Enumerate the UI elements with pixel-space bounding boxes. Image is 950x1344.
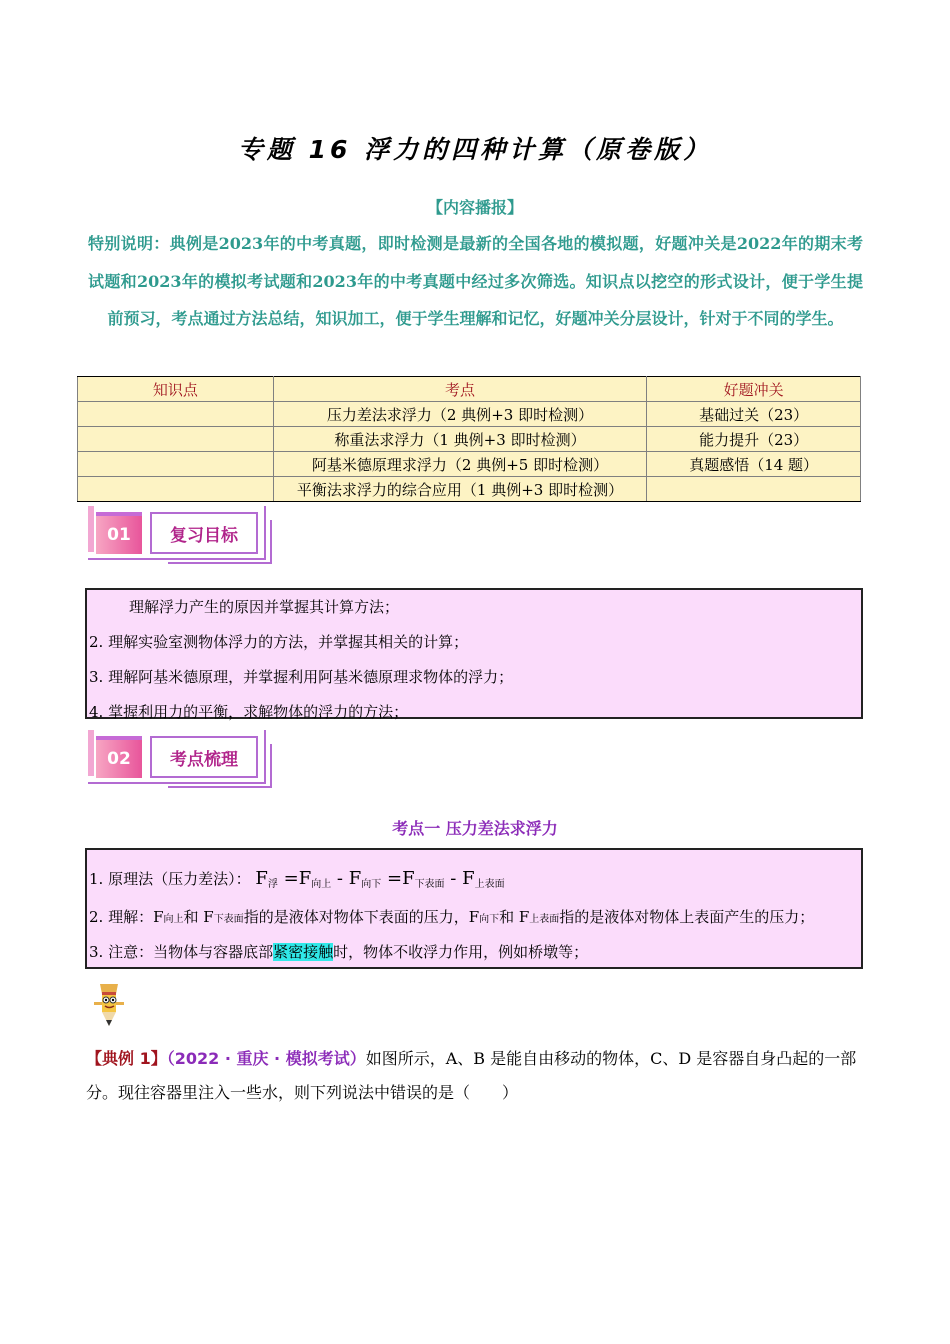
section-number: 02 [96, 736, 142, 778]
table-header: 好题冲关 [647, 377, 861, 402]
table-cell [78, 427, 274, 452]
table-cell: 真题感悟（14 题） [647, 452, 861, 477]
table-cell: 基础过关（23） [647, 402, 861, 427]
section-number: 01 [96, 512, 142, 554]
principle-line [87, 850, 861, 900]
section-label: 复习目标 [150, 512, 258, 554]
principle-label: 1. 原理法（压力差法）： [89, 870, 251, 888]
kaodian-box [85, 848, 863, 969]
table-cell [647, 477, 861, 502]
table-cell: 阿基米德原理求浮力（2 典例+5 即时检测） [273, 452, 647, 477]
section-badge-key-points [88, 730, 288, 790]
example-tag: 【典例 1】 [86, 1049, 167, 1068]
note-line: 3. 注意：当物体与容器底部紧密接触时，物体不收浮力作用，例如桥墩等； [89, 943, 589, 961]
table-row [78, 477, 861, 502]
table-cell: 称重法求浮力（1 典例+3 即时检测） [273, 427, 647, 452]
goal-item: 理解浮力产生的原因并掌握其计算方法； [129, 598, 400, 616]
review-goals-box [85, 588, 863, 719]
table-row [78, 402, 861, 427]
table-header-row [78, 377, 861, 402]
table-row [78, 452, 861, 477]
table-cell: 能力提升（23） [647, 427, 861, 452]
pencil-mascot-icon [88, 980, 128, 1030]
goal-item: 4. 掌握利用力的平衡，求解物体的浮力的方法； [89, 703, 409, 721]
section-label: 考点梳理 [150, 736, 258, 778]
table-row [78, 427, 861, 452]
understanding-line: 2. 理解：F向上和 F下表面指的是液体对物体下表面的压力，F向下和 F上表面指的是液体对物体上表面产生的压力； [89, 908, 815, 926]
page-title: 专题 16 浮力的四种计算（原卷版） [237, 135, 713, 164]
example-source: （2022 · 重庆 · 模拟考试） [166, 1049, 366, 1068]
example-text: 如图所示，A、B 是能自由移动的物体，C、D 是容器自身凸起的一部分。现往容器里注入一些水，则下列说法中错误的是（ ） [86, 1049, 857, 1102]
table-cell [78, 452, 274, 477]
table-cell [78, 402, 274, 427]
buoyancy-formula: F浮 =F向上 - F向下 =F下表面 - F上表面 [255, 868, 505, 890]
table-cell: 压力差法求浮力（2 典例+3 即时检测） [273, 402, 647, 427]
overview-table [77, 376, 861, 502]
table-header: 知识点 [78, 377, 274, 402]
goal-item: 2. 理解实验室测物体浮力的方法，并掌握其相关的计算； [89, 633, 469, 651]
section-badge-review-goals [88, 506, 288, 566]
table-cell: 平衡法求浮力的综合应用（1 典例+3 即时检测） [273, 477, 647, 502]
kaodian-title: 考点一 压力差法求浮力 [392, 819, 558, 838]
goal-item: 3. 理解阿基米德原理，并掌握利用阿基米德原理求物体的浮力； [89, 668, 514, 686]
broadcast-heading: 【内容播报】 [426, 198, 523, 217]
highlighted-text: 紧密接触 [273, 943, 334, 961]
broadcast-text: 特别说明：典例是2023年的中考真题，即时检测是最新的全国各地的模拟题，好题冲关是2022年的期末考试题和2023年的模拟考试题和2023年的中考真题中经过多次筛选。知识点以挖空的形式设计，便于学生提前预习，考点通过方法总结，知识加工，便于学生理解和记忆，好题冲关分层设计，针对于不同的学生。 [88, 234, 863, 328]
example-1 [86, 1042, 864, 1110]
table-cell [78, 477, 274, 502]
table-header: 考点 [273, 377, 647, 402]
